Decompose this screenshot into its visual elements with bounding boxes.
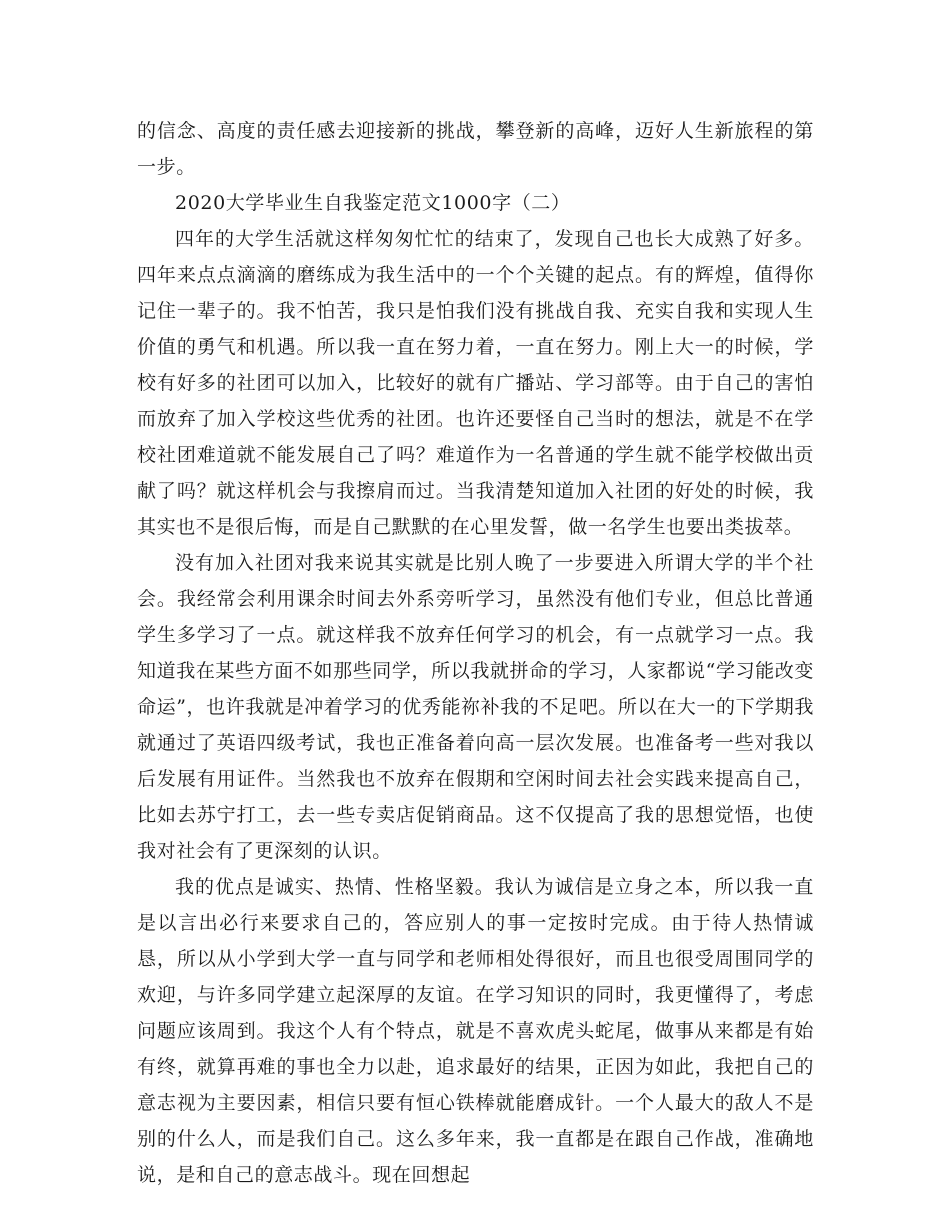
paragraph-learning: 没有加入社团对我来说其实就是比别人晚了一步要进入所谓大学的半个社会。我经常会利用课余时间去外系旁听学习，虽然没有他们专业，但总比普通学生多学习了一点。就这样我不放弃任何学习的机会，有一点就学习一点。我知道我在某些方面不如那些同学，所以我就拼命的学习，人家都说“学习能改变命运”，也许我就是冲着学习的优秀能祢补我的不足吧。所以在大一的下学期我就通过了英语四级考试，我也正准备着向高一层次发展。也准备考一些对我以后发展有用证件。当然我也不放弃在假期和空闲时间去社会实践来提高自己，比如去苏宁打工，去一些专卖店促销商品。这不仅提高了我的思想觉悟，也使我对社会有了更深刻的认识。: [137, 552, 814, 862]
paragraph-strengths: 我的优点是诚实、热情、性格坚毅。我认为诚信是立身之本，所以我一直是以言出必行来要求自己的，答应别人的事一定按时完成。由于待人热情诚恳，所以从小学到大学一直与同学和老师相处得很好，而且也很受周围同学的欢迎，与许多同学建立起深厚的友谊。在学习知识的同时，我更懂得了，考虑问题应该周到。我这个人有个特点，就是不喜欢虎头蛇尾，做事从来都是有始有终，就算再难的事也全力以赴，追求最好的结果，正因为如此，我把自己的意志视为主要因素，相信只要有恒心铁棒就能磨成针。一个人最大的敌人不是别的什么人，而是我们自己。这么多年来，我一直都是在跟自己作战，准确地说，是和自己的意志战斗。现在回想起: [137, 876, 814, 1186]
paragraph-university-life: 四年的大学生活就这样匆匆忙忙的结束了，发现自己也长大成熟了好多。四年来点点滴滴的磨练成为我生活中的一个个关键的起点。有的辉煌，值得你记住一辈子的。我不怕苦，我只是怕我们没有挑战自我、充实自我和实现人生价值的勇气和机遇。所以我一直在努力着，一直在努力。刚上大一的时候，学校有好多的社团可以加入，比较好的就有广播站、学习部等。由于自己的害怕而放弃了加入学校这些优秀的社团。也许还要怪自己当时的想法，就是不在学校社团难道就不能发展自己了吗？难道作为一名普通的学生就不能学校做出贡献了吗？就这样机会与我擦肩而过。当我清楚知道加入社团的好处的时候，我其实也不是很后悔，而是自己默默的在心里发誓，做一名学生也要出类拔萃。: [137, 228, 814, 538]
section-heading: 2020大学毕业生自我鉴定范文1000字（二）: [175, 192, 571, 214]
paragraph-continuation: 的信念、高度的责任感去迎接新的挑战，攀登新的高峰，迈好人生新旅程的第一步。: [137, 120, 814, 178]
document-body: [137, 113, 814, 1193]
